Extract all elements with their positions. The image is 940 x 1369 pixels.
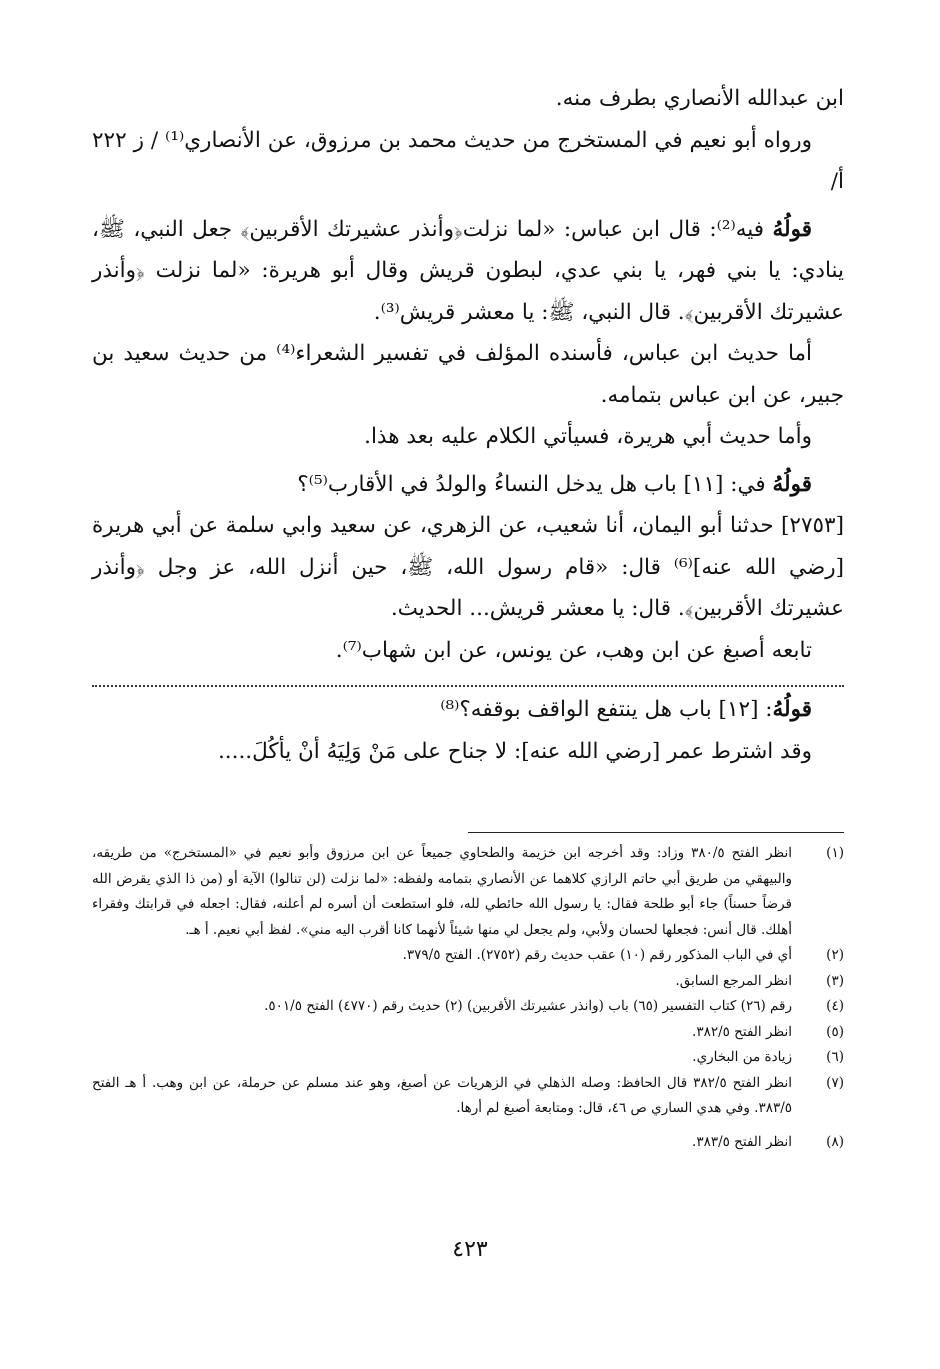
footnote-text: زيادة من البخاري. xyxy=(692,1049,792,1065)
paragraph-9-keyword: قولُهُ xyxy=(772,697,812,722)
footnote-4 xyxy=(92,994,844,1020)
main-text xyxy=(92,78,844,772)
footnote-number: (٧) xyxy=(826,1074,844,1091)
paragraph-4: أما حديث ابن عباس، فأسنده المؤلف في تفسير الشعراء⁽⁴⁾ من حديث سعيد بن جبير، عن ابن عباس بتمامه. xyxy=(92,341,844,408)
paragraph-5: وأما حديث أبي هريرة، فسيأتي الكلام عليه بعد هذا. xyxy=(364,424,812,449)
footnote-text: انظر الفتح ٣٨٠/٥ وزاد: وقد أخرجه ابن خزيمة والطحاوي جميعاً عن ابن مرزوق وأبو نعيم في «المستخرج» من طريقه، والبيهقي من طريق أبي حاتم الرازي كلاهما عن الأنصاري بتمامه ولفظه: «لما نزلت (لن تنالوا) الآية أو (من ذا الذي يقرض الله قرضاً حسناً) جاء أبو طلحة فقال: يا رسول الله حائطي لله، فلو استطعت أن أسره لم أعلنه، فقال: اجعله في قرابتك وفقراء أهلك. قال أنس: فجعلها لحسان ولأبي، ولم يجعل لي منها شيئاً لأنهما كانا أقرب اليه مني». لفظ أبي نعيم. أ هـ. xyxy=(92,845,792,938)
footnote-number: (١) xyxy=(826,845,844,861)
paragraph-9-text: : [١٢] باب هل ينتفع الواقف بوقفه؟⁽⁸⁾ xyxy=(440,697,773,722)
footnote-3 xyxy=(92,969,844,995)
paragraph-6-text: في: [١١] باب هل يدخل النساءُ والولدُ في الأقارب⁽⁵⁾؟ xyxy=(297,471,773,497)
footnote-6 xyxy=(92,1045,844,1071)
footnote-number: (٦) xyxy=(826,1049,844,1065)
paragraph-9 xyxy=(92,689,844,731)
footnote-text: انظر الفتح ٣٨٢/٥. xyxy=(692,1023,792,1040)
footnote-number: (٣) xyxy=(826,972,844,989)
paragraph-10: وقد اشترط عمر [رضي الله عنه]: لا جناح على مَنْ وَلِيَهُ أنْ يأكُلَ..... xyxy=(217,738,812,764)
footnote-number: (٢) xyxy=(826,947,844,963)
footnote-number: (٨) xyxy=(826,1133,844,1150)
footnote-2 xyxy=(92,943,844,969)
page-number: ٤٢٣ xyxy=(452,1237,488,1262)
footnote-text: انظر المرجع السابق. xyxy=(675,972,792,989)
footnotes xyxy=(92,841,844,1155)
footnote-7 xyxy=(92,1071,844,1122)
footnote-text: رقم (٢٦) كتاب التفسير (٦٥) باب (وانذر عشيرتك الأقربين) (٢) حديث رقم (٤٧٧٠) الفتح ٥٠١/٥. xyxy=(264,998,792,1014)
paragraph-3 xyxy=(92,209,844,334)
footnote-text: أي في الباب المذكور رقم (١٠) عقب حديث رقم (٢٧٥٢). الفتح ٣٧٩/٥. xyxy=(402,947,792,963)
paragraph-7: [٢٧٥٣] حدثنا أبو اليمان، أنا شعيب، عن الزهري، عن سعيد وابي سلمة عن أبي هريرة [رضي الله عنه]⁽⁶⁾ قال: «قام رسول الله، ﷺ، حين أنزل الله، عز وجل ﴿وأنذر عشيرتك الأقربين﴾. قال: يا معشر قريش... الحديث. xyxy=(92,513,844,621)
footnote-5 xyxy=(92,1020,844,1046)
paragraph-3-text: فيه⁽²⁾: قال ابن عباس: «لما نزلت﴿وأنذر عشيرتك الأقربين﴾ جعل النبي، ﷺ، ينادي: يا بني فهر، يا بني عدي، لبطون قريش وقال أبو هريرة: «لما نزلت ﴿وأنذر عشيرتك الأقربين﴾. قال النبي، ﷺ: يا معشر قريش⁽³⁾. xyxy=(92,216,844,325)
footnote-8 xyxy=(92,1130,844,1156)
paragraph-3-keyword: قولُهُ xyxy=(772,216,812,242)
footnote-text: انظر الفتح ٣٨٢/٥ قال الحافظ: وصله الذهلي في الزهريات عن أصبغ، وهو عند مسلم عن حرملة، عن ابن وهب. أ هـ الفتح ٣٨٣/٥. وفي هدي الساري ص ٤٦، قال: ومتابعة أصبغ لم أرها. xyxy=(92,1074,792,1116)
footnote-1 xyxy=(92,841,844,943)
footnote-number: (٥) xyxy=(826,1023,844,1040)
paragraph-8: تابعه أصبغ عن ابن وهب، عن يونس، عن ابن شهاب⁽⁷⁾. xyxy=(335,637,812,663)
paragraph-6-keyword: قولُهُ xyxy=(772,471,812,497)
paragraph-2: ورواه أبو نعيم في المستخرج من حديث محمد بن مرزوق، عن الأنصاري⁽¹⁾ / ز ٢٢٢ أ/ xyxy=(92,127,844,194)
footnote-text: انظر الفتح ٣٨٣/٥. xyxy=(692,1133,792,1150)
footnote-number: (٤) xyxy=(826,998,844,1014)
footnote-rule xyxy=(468,832,844,833)
paragraph-1: ابن عبدالله الأنصاري بطرف منه. xyxy=(555,86,844,111)
dotted-separator xyxy=(92,677,844,687)
paragraph-6 xyxy=(92,464,844,506)
